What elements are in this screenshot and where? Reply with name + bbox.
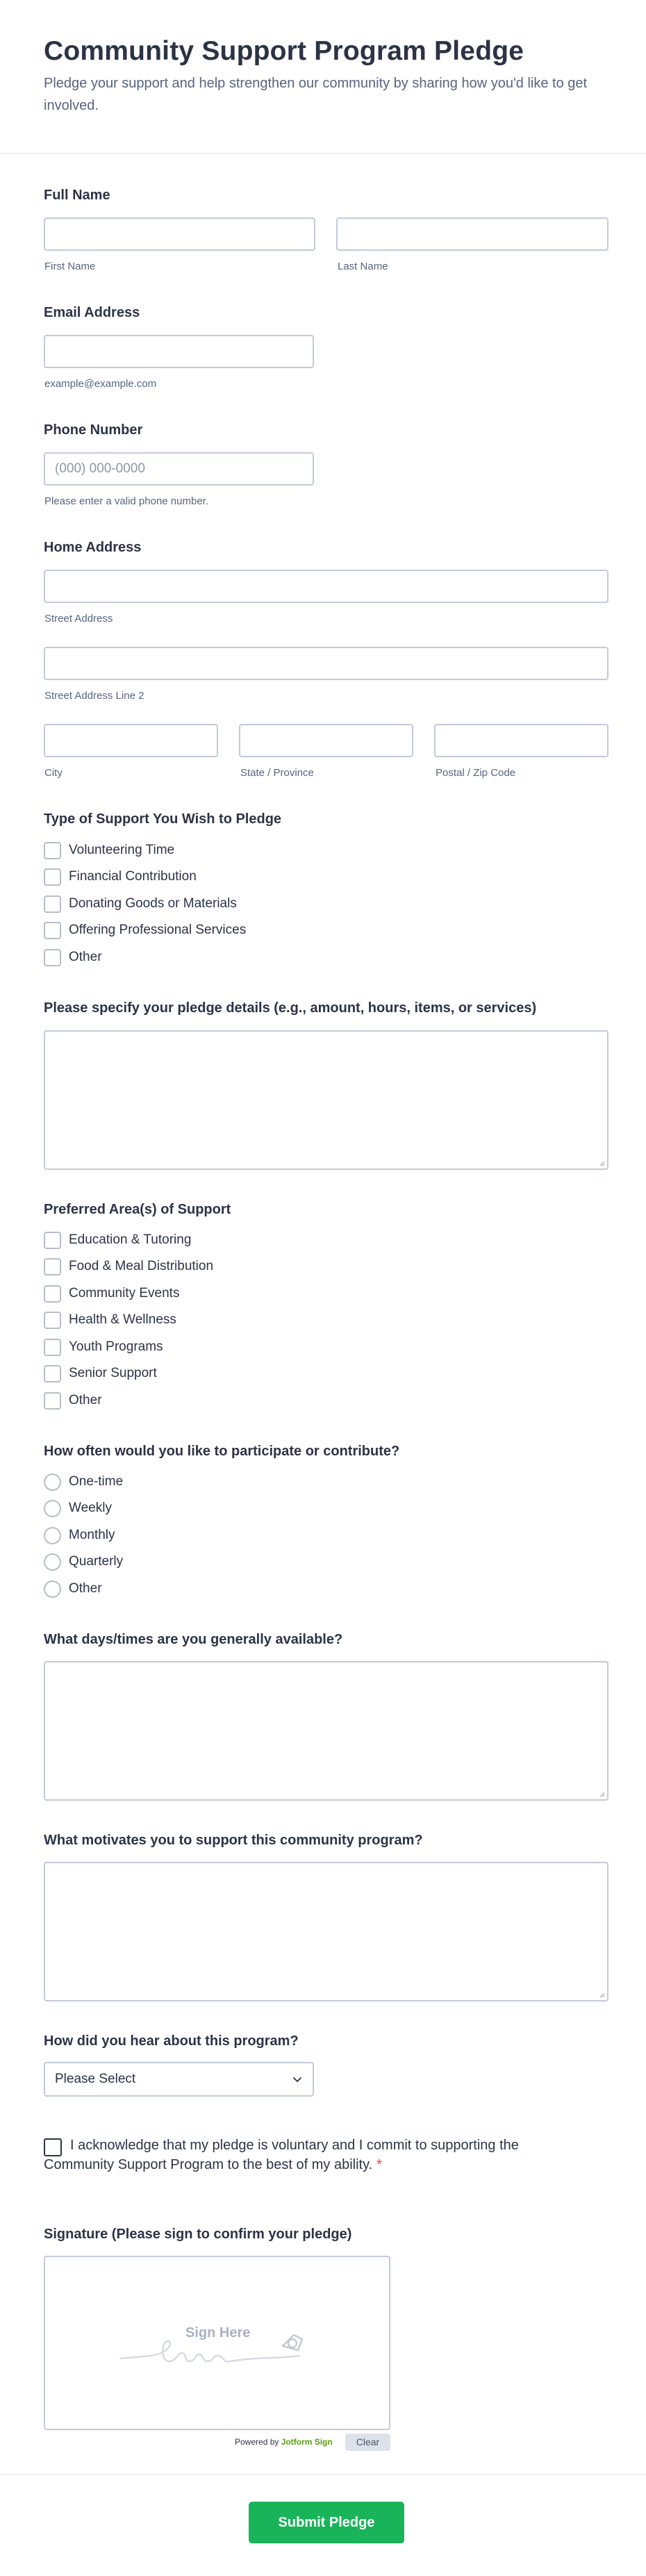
support-option[interactable]	[44, 895, 237, 913]
checkbox[interactable]	[44, 895, 61, 913]
last-name-input[interactable]	[336, 217, 608, 251]
page-title: Community Support Program Pledge	[44, 36, 524, 66]
support-option[interactable]	[44, 921, 246, 939]
option-label: Senior Support	[69, 1366, 157, 1380]
signature-label: Signature (Please sign to confirm your pledge)	[44, 2227, 352, 2242]
required-mark: *	[376, 2157, 382, 2172]
area-option[interactable]	[44, 1311, 176, 1329]
resize-handle-icon[interactable]	[598, 1159, 605, 1166]
signature-hint: Sign Here	[185, 2325, 251, 2340]
option-label: Other	[69, 1581, 102, 1596]
pledge-details-textarea[interactable]	[44, 1030, 608, 1170]
phone-placeholder: (000) 000-0000	[55, 461, 145, 476]
signature-pad[interactable]	[44, 2256, 390, 2430]
option-label: Health & Wellness	[69, 1312, 176, 1327]
option-label: Quarterly	[69, 1554, 124, 1569]
frequency-option[interactable]	[44, 1473, 123, 1491]
street-address-sublabel: Street Address	[44, 613, 113, 625]
option-label: Other	[69, 1393, 102, 1407]
powered-by	[235, 2437, 333, 2447]
availability-textarea[interactable]	[44, 1661, 608, 1801]
state-input[interactable]	[239, 724, 413, 757]
footer-divider	[0, 2474, 646, 2475]
address-label: Home Address	[44, 540, 142, 555]
option-label: Community Events	[69, 1286, 180, 1301]
referral-label: How did you hear about this program?	[44, 2033, 299, 2049]
motivation-label: What motivates you to support this community program?	[44, 1833, 423, 1848]
radio-button[interactable]	[44, 1580, 61, 1598]
option-label: Food & Meal Distribution	[69, 1259, 214, 1273]
checkbox[interactable]	[44, 842, 61, 859]
area-option[interactable]	[44, 1338, 163, 1356]
first-name-input[interactable]	[44, 217, 315, 251]
signature-scribble-icon	[117, 2322, 312, 2371]
option-label: Weekly	[69, 1501, 112, 1515]
option-label: Monthly	[69, 1528, 115, 1542]
area-option[interactable]	[44, 1364, 157, 1382]
resize-handle-icon[interactable]	[598, 1790, 605, 1797]
resize-handle-icon[interactable]	[598, 1991, 605, 1998]
support-option[interactable]	[44, 841, 174, 859]
areas-label: Preferred Area(s) of Support	[44, 1202, 231, 1217]
phone-input[interactable]	[44, 452, 314, 486]
area-option[interactable]	[44, 1257, 213, 1275]
checkbox[interactable]	[44, 1392, 61, 1410]
frequency-option[interactable]	[44, 1580, 102, 1598]
checkbox[interactable]	[44, 1365, 61, 1382]
city-sublabel: City	[44, 767, 63, 779]
checkbox[interactable]	[44, 922, 61, 939]
option-label: Other	[69, 950, 102, 964]
street-address-input[interactable]	[44, 570, 608, 603]
checkbox[interactable]	[44, 1232, 61, 1249]
referral-select[interactable]	[44, 2062, 314, 2097]
option-label: Volunteering Time	[69, 843, 175, 857]
email-input[interactable]	[44, 335, 314, 368]
frequency-option[interactable]	[44, 1553, 123, 1571]
clear-signature-button[interactable]: Clear	[345, 2434, 390, 2451]
checkbox[interactable]	[44, 1312, 61, 1329]
support-option[interactable]	[44, 948, 102, 966]
checkbox[interactable]	[44, 1285, 61, 1303]
frequency-option[interactable]	[44, 1499, 112, 1517]
radio-button[interactable]	[44, 1500, 61, 1517]
availability-label: What days/times are you generally available?	[44, 1632, 343, 1647]
powered-prefix: Powered by	[235, 2437, 279, 2447]
state-sublabel: State / Province	[240, 767, 314, 779]
frequency-label: How often would you like to participate or contribute?	[44, 1444, 400, 1459]
header-divider	[0, 153, 646, 154]
radio-button[interactable]	[44, 1553, 61, 1571]
street-address-line2-input[interactable]	[44, 647, 608, 680]
radio-button[interactable]	[44, 1473, 61, 1491]
phone-sublabel: Please enter a valid phone number.	[44, 495, 208, 507]
powered-brand: Jotform Sign	[281, 2437, 333, 2447]
pledge-details-label: Please specify your pledge details (e.g., amount, hours, items, or services)	[44, 1000, 537, 1016]
zip-input[interactable]	[434, 724, 608, 757]
option-label: Offering Professional Services	[69, 923, 247, 937]
phone-label: Phone Number	[44, 422, 143, 438]
area-option[interactable]	[44, 1285, 179, 1303]
support-type-label: Type of Support You Wish to Pledge	[44, 811, 282, 827]
frequency-option[interactable]	[44, 1526, 115, 1544]
checkbox[interactable]	[44, 949, 61, 966]
area-option[interactable]	[44, 1231, 191, 1249]
email-label: Email Address	[44, 305, 140, 320]
acknowledge-text: I acknowledge that my pledge is voluntary and I commit to supporting the Community Support Program to the best of my ability.	[44, 2138, 519, 2172]
option-label: Donating Goods or Materials	[69, 896, 237, 911]
checkbox[interactable]	[44, 868, 61, 886]
option-label: Financial Contribution	[69, 869, 197, 884]
motivation-textarea[interactable]	[44, 1862, 608, 2001]
checkbox[interactable]	[44, 1339, 61, 1356]
email-sublabel: example@example.com	[44, 378, 157, 390]
first-name-sublabel: First Name	[44, 261, 96, 272]
submit-button[interactable]: Submit Pledge	[249, 2502, 404, 2543]
city-input[interactable]	[44, 724, 218, 757]
checkbox[interactable]	[44, 1258, 61, 1275]
referral-selected-value: Please Select	[55, 2072, 136, 2086]
street-address-line2-sublabel: Street Address Line 2	[44, 690, 144, 702]
acknowledge-label	[44, 2136, 544, 2174]
option-label: Youth Programs	[69, 1339, 163, 1354]
area-option[interactable]	[44, 1392, 102, 1410]
radio-button[interactable]	[44, 1527, 61, 1544]
full-name-label: Full Name	[44, 188, 110, 203]
zip-sublabel: Postal / Zip Code	[436, 767, 516, 779]
last-name-sublabel: Last Name	[338, 261, 388, 272]
option-label: One-time	[69, 1474, 124, 1489]
chevron-down-icon	[292, 2074, 303, 2085]
support-option[interactable]	[44, 868, 197, 886]
page-subtitle: Pledge your support and help strengthen our community by sharing how you'd like to get involved.	[44, 76, 588, 113]
option-label: Education & Tutoring	[69, 1232, 192, 1247]
